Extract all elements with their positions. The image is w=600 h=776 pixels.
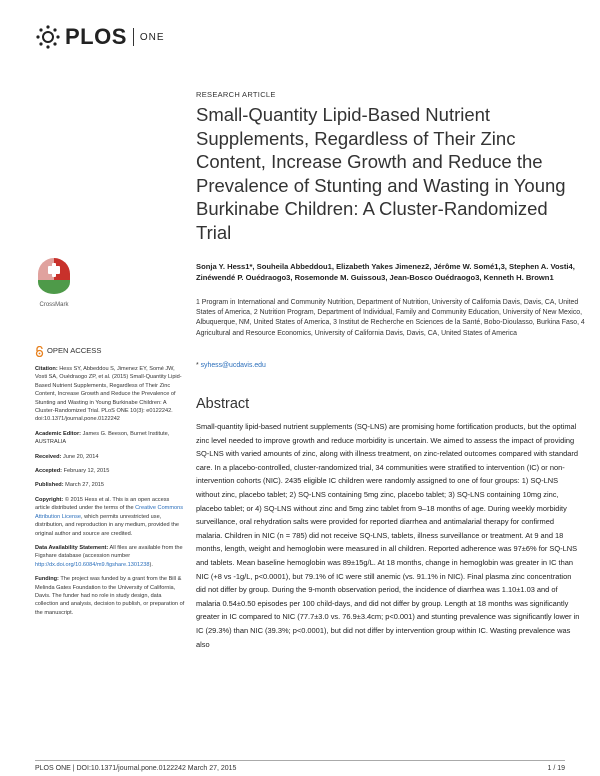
logo-separator	[133, 28, 134, 46]
published-label: Published:	[35, 482, 64, 489]
received-label: Received:	[35, 453, 62, 460]
license-link[interactable]: Creative Commons Attribution License	[35, 505, 184, 520]
open-access-badge	[35, 346, 185, 357]
footer-citation: PLOS ONE | DOI:10.1371/journal.pone.0122242 March 27, 2015	[35, 765, 237, 772]
email-marker: *	[196, 362, 199, 369]
corresponding-email	[196, 362, 266, 369]
sidebar-metadata	[35, 346, 185, 623]
open-access-label: OPEN ACCESS	[47, 346, 102, 356]
funding-text: The project was funded by a grant from the Bill & Melinda Gates Foundation to the University of California, Davis. The funder had no role in study design, data collection and analysis, decision to publish, or preparation of the manuscript.	[35, 576, 185, 616]
funding-label: Funding:	[35, 576, 59, 583]
data-availability-text: All files are available from the Figshare database (accession number	[35, 544, 183, 560]
academic-editor-block	[35, 430, 185, 447]
article-title: Small-Quantity Lipid-Based Nutrient Supplements, Regardless of Their Zinc Content, Increase Growth and Reduce the Prevalence of Stunting and Wasting in Young Burkinabe Children: A Cluster-Randomized Trial	[196, 104, 566, 243]
received-block	[35, 453, 185, 461]
article-type: RESEARCH ARTICLE	[196, 90, 276, 99]
abstract-heading: Abstract	[196, 396, 250, 412]
published-block	[35, 481, 185, 489]
plos-logo	[35, 24, 165, 50]
received-date: June 20, 2014	[63, 453, 99, 460]
editor-label: Academic Editor:	[35, 430, 82, 437]
citation-text: Hess SY, Abbeddou S, Jimenez EY, Somé JW, Vosti SA, Ouédraogo ZP, et al. (2015) Small-Quantity Lipid-Based Nutrient Supplements, Regardless of Their Zinc Content, Increase Growth and Reduce the Prevalence of Stunting and Wasting in Young Burkinabe Children: A Cluster-Randomized Trial. PLoS ONE 10(3): e0122242. doi:10.1371/journal.pone.0122242	[35, 366, 182, 423]
crossmark-badge[interactable]	[36, 256, 72, 308]
copyright-label: Copyright:	[35, 496, 64, 503]
data-availability-block	[35, 544, 185, 569]
footer-divider	[35, 760, 565, 761]
funding-block	[35, 575, 185, 617]
copyright-text-end: , which permits unrestricted use, distribution, and reproduction in any medium, provided the original author and source are credited.	[35, 513, 179, 537]
copyright-block	[35, 496, 185, 538]
data-availability-label: Data Availability Statement:	[35, 544, 109, 551]
open-lock-icon	[35, 346, 44, 357]
author-list: Sonja Y. Hess1*, Souheila Abbeddou1, Elizabeth Yakes Jimenez2, Jérôme W. Somé1,3, Stephen A. Vosti4, Zinéwendé P. Ouédraogo3, Rosemonde M. Guissou3, Jean-Bosco Ouédraogo3, Kenneth H. Brown1	[196, 262, 575, 282]
abstract-text: Small-quantity lipid-based nutrient supplements (SQ-LNS) are promising home fortification products, but the optimal zinc level needed to improve growth and reduce morbidity is uncertain. We aimed to assess the impact of providing SQ-LNS with varied amounts of zinc, along with illness treatment, on zinc-related outcomes compared with standard care. In a placebo-controlled, cluster-randomized trial, 34 communities were stratified to intervention (IC) or non-intervention cohorts (NIC). 2435 eligible IC children were randomly assigned to one of four groups: 1) SQ-LNS without zinc, placebo tablet; 2) SQ-LNS containing 5mg zinc, placebo tablet; 3) SQ-LNS containing 10mg zinc, placebo tablet; or 4) SQ-LNS without zinc and 5mg zinc tablet from 9–18 months of age. During weekly morbidity surveillance, oral rehydration salts were provided for reported diarrhea and antimalarial therapy for confirmed malaria. Children in NIC (n = 785) did not receive SQ-LNS, tablets, illness surveillance or treatment. At 9 and 18 months, length, weight and hemoglobin were measured in all children. Reported adherence was 97±6% for SQ-LNS and tablets. Mean baseline hemoglobin was 89±15g/L. At 18 months, change in hemoglobin was greater in IC than NIC (+8 vs -1g/L, p<0.0001), but 79.1% of IC were still anemic (vs. 91.1% in NIC). Final plasma zinc concentration did not differ by group. During the 9-month observation period, the incidence of diarrhea was 1.10±1.03 and of malaria 0.54±0.50 episodes per 100 child-days, and did not differ by group. Length at 18 months was significantly greater in IC compared to NIC (77.7±3.0 vs. 76.9±3.4cm; p<0.001) and stunting prevalence was significantly lower in IC (29.3%) than NIC (39.3%; p<0.0001), but did not differ by intervention group within IC. Wasting prevalence was also	[196, 422, 580, 649]
citation-label: Citation:	[35, 366, 58, 372]
accepted-date: February 12, 2015	[63, 468, 110, 475]
published-date: March 27, 2015	[65, 482, 105, 489]
email-link[interactable]: syhess@ucdavis.edu	[200, 362, 266, 369]
data-availability-text-end: ).	[149, 561, 153, 568]
affiliations: 1 Program in International and Community Nutrition, Department of Nutrition, University of California Davis, Davis, CA, United States of America, 2 Nutrition Program, Department of Individual, Family and Community Education, University of New Mexico, Albuquerque, NM, United States of America, 3 Institut de Recherche en Sciences de la Santé, Bobo-Dioulasso, Burkina Faso, 4 Agricultural and Resource Economics, University of California Davis, Davis, CA, United States of America	[196, 299, 585, 337]
accepted-label: Accepted:	[35, 468, 63, 475]
logo-journal: ONE	[139, 31, 165, 43]
logo-name: PLOS	[65, 24, 127, 49]
copyright-text: © 2015 Hess et al. This is an open access article distributed under the terms of the	[35, 496, 170, 512]
figshare-link[interactable]: http://dx.doi.org/10.6084/m9.figshare.1301238	[35, 561, 150, 568]
plos-dots-icon	[35, 24, 61, 50]
crossmark-icon	[36, 256, 72, 296]
page-number: 1 / 19	[547, 765, 565, 772]
accepted-block	[35, 467, 185, 475]
crossmark-label: CrossMark	[39, 302, 69, 308]
citation-block	[35, 365, 185, 424]
editor-text: James G. Beeson, Burnet Institute, AUSTRALIA	[35, 430, 170, 446]
